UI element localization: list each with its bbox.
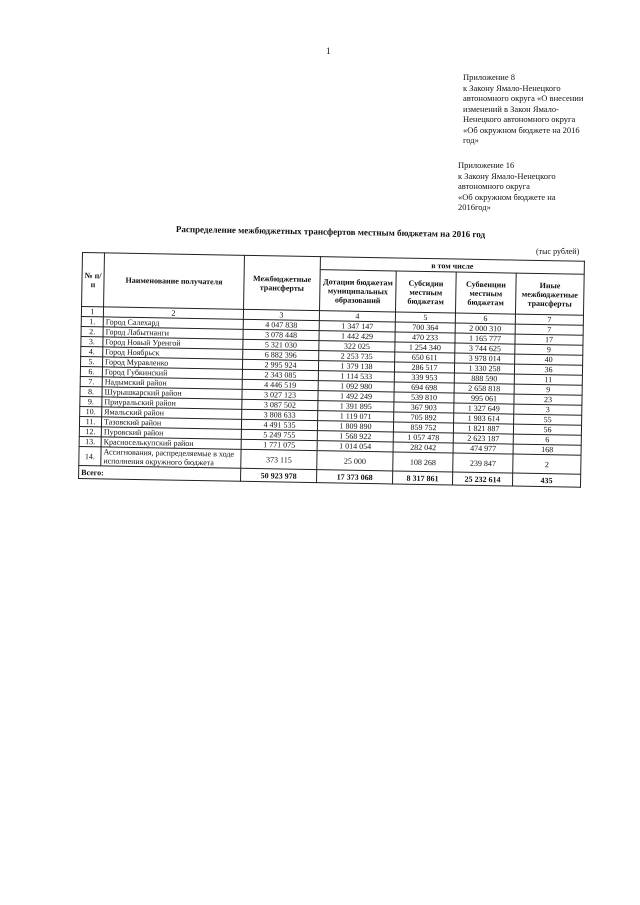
row-transfers: 6 882 396 <box>243 349 319 360</box>
row-name: Город Губкинский <box>102 367 242 379</box>
row-num: 14. <box>79 446 101 465</box>
row-subventions: 1 821 887 <box>453 423 513 434</box>
row-subsidies: 700 364 <box>395 322 455 333</box>
row-subventions: 995 061 <box>454 393 514 404</box>
document-title: Распределение межбюджетных трансфертов местным бюджетам на 2016 год <box>175 224 486 240</box>
row-subsidies: 108 268 <box>393 452 453 472</box>
row-dotations: 1 442 429 <box>319 331 395 342</box>
row-subsidies: 705 892 <box>394 412 454 423</box>
row-subsidies: 286 517 <box>394 362 454 373</box>
row-dotations: 322 025 <box>319 341 395 352</box>
row-dotations: 1 809 890 <box>317 421 393 432</box>
total-transfers: 50 923 978 <box>241 468 317 482</box>
header-subventions: Субвенции местным бюджетам <box>455 272 516 314</box>
row-other: 2 <box>513 454 581 474</box>
row-subventions: 888 590 <box>454 373 514 384</box>
row-num: 3. <box>81 336 103 346</box>
header-including: в том числе <box>320 257 584 275</box>
row-other: 23 <box>514 394 582 405</box>
row-transfers: 4 491 535 <box>241 419 317 430</box>
index-cell: 7 <box>515 314 583 325</box>
transfers-table <box>78 252 585 488</box>
row-transfers: 3 027 123 <box>242 389 318 400</box>
row-name: Город Салехард <box>103 317 243 329</box>
row-dotations: 1 568 922 <box>317 431 393 442</box>
row-subventions: 239 847 <box>453 453 513 473</box>
row-dotations: 1 092 980 <box>318 381 394 392</box>
appendix-16-note: Приложение 16 к Закону Ямало-Ненецкого автономного округа «Об окружном бюджете на 2016год» <box>458 160 556 212</box>
row-transfers: 5 249 755 <box>241 429 317 440</box>
row-name: Приуральский район <box>102 397 242 409</box>
row-name: Город Ноябрьск <box>103 347 243 359</box>
page-number: 1 <box>326 46 331 56</box>
row-name: Тазовский район <box>101 417 241 429</box>
row-subventions: 1 165 777 <box>455 333 515 344</box>
row-name: Город Лабытнанги <box>103 327 243 339</box>
row-num: 13. <box>79 436 101 446</box>
row-subventions: 2 658 818 <box>454 383 514 394</box>
row-other: 56 <box>513 424 581 435</box>
row-other: 11 <box>514 374 582 385</box>
row-subventions: 3 978 014 <box>455 353 515 364</box>
row-subventions: 1 327 649 <box>454 403 514 414</box>
row-num: 6. <box>80 366 102 376</box>
row-dotations: 1 119 071 <box>318 411 394 422</box>
row-dotations: 1 014 054 <box>317 441 393 452</box>
row-subsidies: 470 233 <box>395 332 455 343</box>
row-name: Город Муравленко <box>102 357 242 369</box>
row-transfers: 3 078 448 <box>243 329 319 340</box>
row-name: Шурышкарский район <box>102 387 242 399</box>
row-subsidies: 539 810 <box>394 392 454 403</box>
row-other: 9 <box>515 344 583 355</box>
total-other: 435 <box>512 473 580 487</box>
row-num: 4. <box>81 346 103 356</box>
index-cell: 2 <box>103 307 243 319</box>
row-other: 3 <box>514 404 582 415</box>
row-subsidies: 339 953 <box>394 372 454 383</box>
row-num: 2. <box>81 326 103 336</box>
row-name: Надымский район <box>102 377 242 389</box>
header-num: № п/п <box>82 253 105 307</box>
header-name: Наименование получателя <box>104 253 245 309</box>
index-cell: 1 <box>81 307 103 317</box>
row-dotations: 1 391 895 <box>318 401 394 412</box>
index-cell: 3 <box>243 309 319 320</box>
units-label: (тыс рублей) <box>536 247 580 256</box>
row-name: Красноселькупский район <box>101 437 241 449</box>
header-transfers: Межбюджетные трансферты <box>244 255 321 310</box>
row-num: 7. <box>80 376 102 386</box>
row-transfers: 4 047 838 <box>243 319 319 330</box>
row-transfers: 4 446 519 <box>242 379 318 390</box>
row-subventions: 1 983 614 <box>454 413 514 424</box>
row-other: 6 <box>513 434 581 445</box>
header-dotations: Дотации бюджетам муниципальных образований <box>320 270 397 312</box>
header-subsidies: Субсидии местным бюджетам <box>396 271 457 313</box>
row-other: 17 <box>515 334 583 345</box>
index-cell: 6 <box>455 313 515 324</box>
row-subventions: 2 000 310 <box>455 323 515 334</box>
total-subsidies: 8 317 861 <box>392 471 452 485</box>
row-subsidies: 1 254 340 <box>395 342 455 353</box>
row-name: Пуровский район <box>101 427 241 439</box>
row-transfers: 1 771 075 <box>241 439 317 450</box>
row-subsidies: 282 042 <box>393 442 453 453</box>
row-num: 12. <box>79 426 101 436</box>
row-subventions: 2 623 187 <box>453 433 513 444</box>
row-num: 9. <box>80 396 102 406</box>
total-label: Всего: <box>79 465 241 481</box>
row-num: 1. <box>81 316 103 326</box>
row-other: 7 <box>515 324 583 335</box>
row-dotations: 1 347 147 <box>319 321 395 332</box>
row-subsidies: 1 057 478 <box>393 432 453 443</box>
index-cell: 5 <box>395 312 455 323</box>
row-transfers: 2 343 085 <box>242 369 318 380</box>
row-other: 9 <box>514 384 582 395</box>
row-name: Ямальский район <box>102 407 242 419</box>
row-transfers: 3 808 633 <box>242 409 318 420</box>
appendix-8-note: Приложение 8 к Закону Ямало-Ненецкого автономного округа «О внесении изменений в Закон Ямало- Ненецкого автономного округа «Об окружном бюджете на 2016 год» <box>463 72 584 145</box>
row-dotations: 1 379 138 <box>318 361 394 372</box>
row-name: Ассигнования, распределяемые в ходе исполнения окружного бюджета <box>101 447 241 468</box>
row-dotations: 2 253 735 <box>319 351 395 362</box>
row-transfers: 3 087 502 <box>242 399 318 410</box>
row-other: 55 <box>514 414 582 425</box>
row-num: 10. <box>80 406 102 416</box>
row-transfers: 2 995 924 <box>242 359 318 370</box>
row-dotations: 1 114 533 <box>318 371 394 382</box>
row-num: 8. <box>80 386 102 396</box>
index-cell: 4 <box>319 311 395 322</box>
row-other: 168 <box>513 444 581 455</box>
row-transfers: 5 321 030 <box>243 339 319 350</box>
row-name: Город Новый Уренгой <box>103 337 243 349</box>
row-num: 5. <box>81 356 103 366</box>
total-dotations: 17 373 068 <box>317 470 393 484</box>
row-transfers: 373 115 <box>241 449 317 469</box>
transfers-table-container <box>78 252 584 488</box>
row-subsidies: 650 611 <box>395 352 455 363</box>
total-subventions: 25 232 614 <box>452 472 512 486</box>
row-dotations: 1 492 249 <box>318 391 394 402</box>
row-subventions: 474 977 <box>453 443 513 454</box>
header-other: Иные межбюджетные трансферты <box>515 273 584 315</box>
row-subsidies: 859 752 <box>393 422 453 433</box>
row-subventions: 3 744 625 <box>455 343 515 354</box>
row-dotations: 25 000 <box>317 451 393 471</box>
row-other: 40 <box>515 354 583 365</box>
row-subsidies: 694 698 <box>394 382 454 393</box>
row-num: 11. <box>79 416 101 426</box>
row-subsidies: 367 903 <box>394 402 454 413</box>
row-other: 36 <box>514 364 582 375</box>
row-subventions: 1 330 258 <box>454 363 514 374</box>
